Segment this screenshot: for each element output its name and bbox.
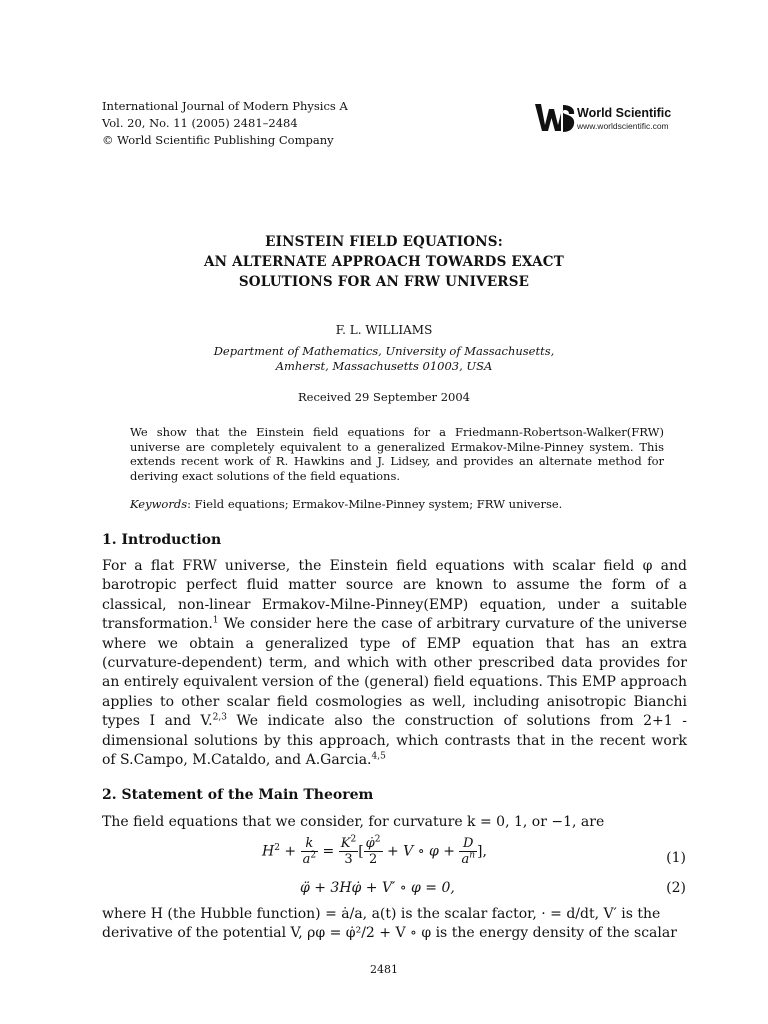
title-line: AN ALTERNATE APPROACH TOWARDS EXACT <box>204 254 564 270</box>
section2-text <box>102 905 687 944</box>
received-date: Received 29 September 2004 <box>298 390 470 404</box>
intro-text-2: We consider here the case of arbitrary curvature of the universe where we obtain a generalized type of EMP equation that has an extra (curvature-dependent) term, and which with other prescribed data provides for an entirely equivalent version of the (general) field equations. This EMP approach applies to other scalar field cosmologies as well, including anisotropic Bianchi types I and V. <box>102 616 687 730</box>
intro-text-3: We indicate also the construction of solutions from 2+1 - dimensional solutions by this approach, which contrasts that in the recent work of S.Campo, M.Cataldo, and A.Garcia. <box>102 713 687 769</box>
keywords-label: Keywords <box>130 497 188 511</box>
introduction-paragraph <box>102 557 687 770</box>
equation-2: φ̈ + 3Hφ̇ + V′ ∘ φ = 0, <box>300 880 455 896</box>
title-line: SOLUTIONS FOR AN FRW UNIVERSE <box>238 274 530 290</box>
ws-logo-icon <box>533 101 575 135</box>
publisher-name: World Scientific <box>577 106 672 120</box>
section2-line: derivative of the potential V, ρφ = φ̇²/2 + V ∘ φ is the energy density of the scalar <box>102 925 677 942</box>
section-heading-introduction: 1. Introduction <box>102 532 222 548</box>
intro-text-1: For a flat FRW universe, the Einstein field equations with scalar field φ and barotropic perfect fluid matter source are known to assume the form of a classical, non-linear Ermakov-Milne-Pinney(EMP) equation, under a suitable transformation. <box>102 558 687 633</box>
journal-name: International Journal of Modern Physics A <box>102 99 348 113</box>
keywords <box>130 497 664 511</box>
publisher-url: www.worldscientific.com <box>577 121 669 131</box>
journal-volume: Vol. 20, No. 11 (2005) 2481–2484 <box>102 116 298 130</box>
section-heading-main-theorem: 2. Statement of the Main Theorem <box>102 787 374 803</box>
equation-1-number: (1) <box>666 850 686 866</box>
publisher-logo <box>533 101 672 139</box>
citation: 4,5 <box>371 751 386 762</box>
section2-intro: The field equations that we consider, for curvature k = 0, 1, or −1, are <box>102 814 605 830</box>
page-number: 2481 <box>370 963 398 976</box>
keywords-text: : Field equations; Ermakov-Milne-Pinney system; FRW universe. <box>187 497 563 511</box>
title-line: EINSTEIN FIELD EQUATIONS: <box>265 234 503 250</box>
equation-1: $H^2$ + $\frac{k}{a^2}$ = $\frac{K^2}{3}$ [ $\frac{\varphi̇^2}{2}$ + V ∘ φ + $\frac{D}{a^n}$ ], <box>262 834 487 867</box>
affiliation <box>0 344 768 374</box>
author: F. L. WILLIAMS <box>335 323 433 337</box>
citation: 2,3 <box>212 712 227 723</box>
section2-line: where H (the Hubble function) = ȧ/a, a(t) is the scalar factor, · = d/dt, V′ is the <box>102 906 661 922</box>
affiliation-line: Amherst, Massachusetts 01003, USA <box>275 359 493 373</box>
equation-2-number: (2) <box>666 880 686 896</box>
journal-copyright: © World Scientific Publishing Company <box>102 133 334 147</box>
citation: 1 <box>212 615 219 626</box>
abstract: We show that the Einstein field equations for a Friedmann-Robertson-Walker(FRW) universe are completely equivalent to a generalized Ermakov-Milne-Pinney system. This extends recent work of R. Hawkins and J. Lidsey, and provides an alternate method for deriving exact solutions of the field equations. <box>130 425 664 483</box>
affiliation-line: Department of Mathematics, University of Massachusetts, <box>213 344 555 358</box>
paper-title <box>0 232 768 292</box>
journal-header <box>102 98 348 149</box>
